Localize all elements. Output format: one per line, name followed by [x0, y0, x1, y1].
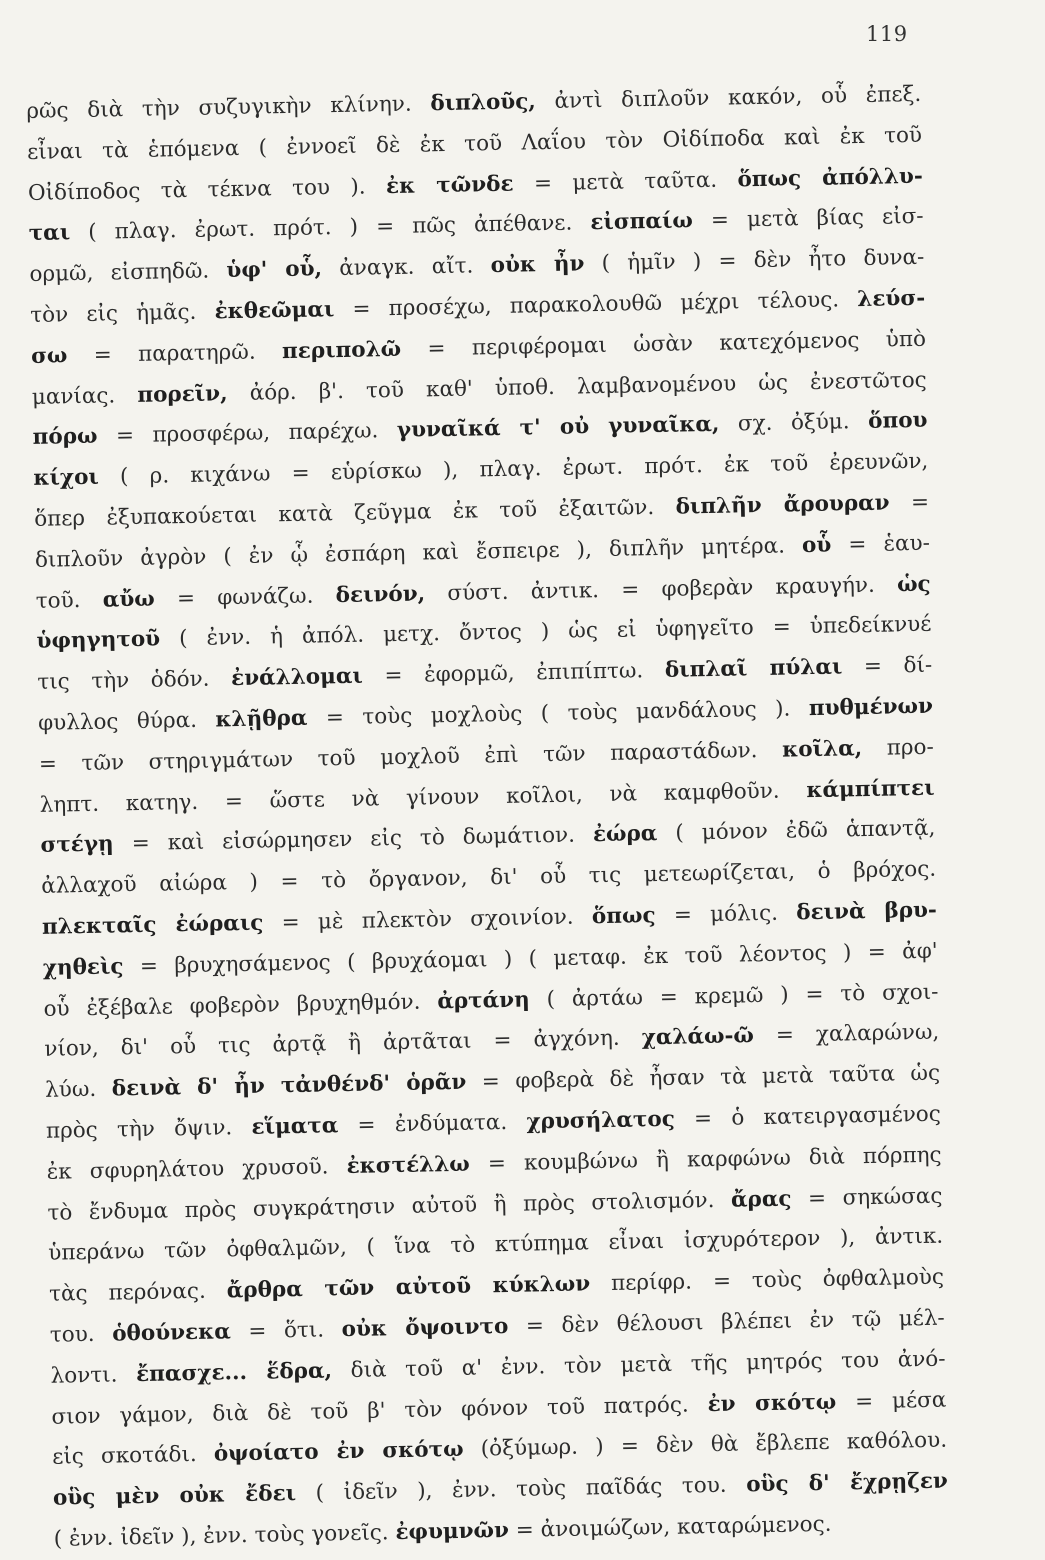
lemma-term: ἄρθρα τῶν αὐτοῦ κύκλων [226, 1271, 591, 1304]
gloss-text: ( ἀρτάω = κρεμῶ ) = τὸ σχοι- [529, 979, 939, 1013]
gloss-text: ἀναγκ. αἴτ. [321, 253, 491, 282]
lemma-term: ὑφ' οὗ, [226, 256, 323, 284]
gloss-text: = μετὰ βίας εἰσ- [692, 204, 924, 234]
lemma-term: εἵματα [251, 1113, 339, 1140]
gloss-text: (ὀξύμωρ. ) = δὲν θὰ ἔβλεπε καθόλου. [463, 1427, 948, 1463]
gloss-text: ρῶς διὰ τὴν συζυγικὴν κλίνην. [26, 91, 431, 124]
gloss-text: = ἐφορμῶ, ἐπιπίπτω. [362, 658, 666, 689]
gloss-text: = κουμβώνω ἢ καρφώνω διὰ πόρπης [469, 1142, 942, 1177]
lemma-term: διπλαῖ πύλαι [664, 654, 843, 683]
gloss-text: ἀντὶ διπλοῦν κακόν, οὗ ἐπεξ. [535, 81, 922, 115]
lemma-term: δεινὰ δ' ἦν τἀνθένδ' ὁρᾶν [111, 1069, 467, 1102]
gloss-text: τοῦ. [35, 587, 104, 614]
lemma-term: πυθμένων [808, 693, 934, 722]
gloss-text: εἰς σκοτάδι. [51, 1441, 215, 1471]
gloss-text: = φωνάζω. [154, 582, 336, 612]
lemma-term: ὅπως ἀπόλλυ- [737, 163, 924, 192]
lemma-term: διπλῆν ἄρουραν [675, 490, 890, 520]
lemma-term: ἄρας [730, 1186, 792, 1213]
lemma-term: ἐκστέλλω [346, 1151, 471, 1179]
lemma-term: πλεκταῖς ἐώραις [41, 910, 264, 940]
gloss-text: = [889, 489, 930, 516]
gloss-text: = μόλις. [655, 900, 797, 929]
gloss-text: ( μόνον ἐδῶ ἁπαντᾷ, [657, 816, 936, 847]
gloss-text: = καὶ εἰσώρμησεν εἰς τὸ δωμάτιον. [113, 822, 594, 857]
lemma-term: στέγῃ [40, 831, 114, 859]
lemma-term: πόρω [32, 424, 98, 451]
lemma-term: ὅπως [591, 903, 656, 930]
lemma-term: ἐν σκότῳ [707, 1389, 837, 1417]
gloss-text: εἶναι τὰ ἑπόμενα ( ἐννοεῖ δὲ ἐκ τοῦ Λαΐου τὸν Οἰδίποδα καὶ ἐκ τοῦ [26, 122, 923, 165]
gloss-text: = χαλαρώνω, [753, 1019, 940, 1049]
lemma-term: ται [28, 220, 71, 247]
gloss-text: περίφρ. = τοὺς ὀφθαλμοὺς [589, 1264, 945, 1297]
gloss-text: = μέσα [836, 1387, 947, 1415]
gloss-text: τις τὴν ὁδόν. [37, 666, 232, 696]
gloss-text: ορμῶ, εἰσπηδῶ. [29, 258, 227, 288]
gloss-text: σύστ. ἀντικ. = φοβερὰν κραυγήν. [424, 571, 898, 606]
gloss-text: = φοβερὰ δὲ ἦσαν τὰ μετὰ ταῦτα ὡς [466, 1060, 941, 1095]
lemma-term: κλῇθρα [215, 705, 308, 733]
lemma-term: ἀρτάνη [437, 987, 530, 1014]
gloss-text: = τοὺς μοχλοὺς ( τοὺς μανδάλους ). [307, 696, 810, 731]
gloss-text: ἀόρ. β'. τοῦ καθ' ὑποθ. λαμβανομένου ὡς ἐνεστῶτος [227, 367, 927, 406]
commentary-text [26, 75, 954, 1560]
lemma-term: χρυσήλατος [526, 1106, 676, 1135]
lemma-term: ἐνάλλομαι [230, 663, 364, 692]
gloss-text: ( ἡμῖν ) = δὲν ἦτο δυνα- [584, 244, 925, 277]
gloss-text: ( ἐνν. ἡ ἀπόλ. μετχ. ὄντος ) ὡς εἰ ὑφηγεῖτο = ὑπεδείκνυέ [159, 612, 932, 652]
gloss-text: ληπτ. κατηγ. = ὥστε νὰ γίνουν κοῖλοι, νὰ καμφθοῦν. [39, 777, 807, 818]
gloss-text: τὸν εἰς ἡμᾶς. [30, 299, 215, 328]
gloss-text: σχ. ὀξύμ. [719, 409, 869, 438]
gloss-text: τὰς περόνας. [48, 1278, 227, 1307]
gloss-text: = προσφέρω, παρέχω. [97, 418, 398, 450]
gloss-text: ἀλλαχοῦ αἰώρα ) = τὸ ὄργανον, δι' οὗ τις μετεωρίζεται, ὁ βρόχος. [41, 856, 937, 899]
lemma-term: περιπολῶ [281, 336, 402, 364]
lemma-term: ὅπου [867, 408, 928, 435]
gloss-text: = ἑαυ- [831, 530, 931, 558]
lemma-term: οὓς δ' ἔχρῃζεν [745, 1468, 949, 1498]
lemma-term: λεύσ- [857, 285, 926, 313]
lemma-term: ὁθούνεκα [111, 1319, 232, 1347]
gloss-text: = περιφέρομαι ὡσὰν κατεχόμενος ὑπὸ [400, 326, 927, 362]
gloss-text: ὑπεράνω τῶν ὀφθαλμῶν, ( ἵνα τὸ κτύπημα εἶναι ἰσχυρότερον ), ἀντικ. [48, 1223, 944, 1267]
gloss-text: = ὁ κατειργασμένος [674, 1101, 942, 1132]
lemma-term: ὡς [896, 571, 931, 597]
gloss-text: = ὅτι. [230, 1317, 342, 1345]
gloss-text: προ- [861, 734, 934, 761]
gloss-text: νίον, δι' οὗ τις ἀρτᾷ ἢ ἀρτᾶται = ἀγχόνη. [44, 1025, 642, 1063]
lemma-term: χαλάω-ῶ [641, 1023, 755, 1051]
gloss-text: ὅπερ ἐξυπακούεται κατὰ ζεῦγμα ἐκ τοῦ ἐξαιτῶν. [33, 494, 676, 532]
gloss-text: οὗ ἐξέβαλε φοβερὸν βρυχηθμόν. [43, 988, 438, 1022]
gloss-text: = μὲ πλεκτὸν σχοινίον. [263, 904, 593, 936]
lemma-term: οὐκ ὄψοιντο [341, 1313, 509, 1343]
gloss-text: διπλοῦν ἀγρὸν ( ἐν ᾧ ἐσπάρη καὶ ἔσπειρε ), διπλῆν μητέρα. [34, 532, 803, 573]
lemma-term: ὑφηγητοῦ [36, 626, 161, 655]
gloss-text: ( πλαγ. ἐρωτ. πρότ. ) = πῶς ἀπέθανε. [69, 210, 591, 246]
gloss-text: ἐκ σφυρηλάτου χρυσοῦ. [46, 1153, 347, 1185]
page-number: 119 [866, 22, 908, 46]
lemma-term: γυναῖκά τ' οὐ γυναῖκα, [396, 412, 720, 444]
gloss-text: = σηκώσας [791, 1183, 943, 1212]
lemma-term: κίχοι [33, 464, 100, 492]
gloss-text: ( ρ. κιχάνω = εὑρίσκω ), πλαγ. ἐρωτ. πρότ. ἐκ τοῦ ἐρευνῶν, [98, 448, 929, 490]
gloss-text: Οἰδίποδος τὰ τέκνα του ). [27, 173, 387, 206]
lemma-term: σω [30, 343, 68, 369]
gloss-text: = παρατηρῶ. [67, 338, 283, 369]
gloss-text: = ἐνδύματα. [338, 1109, 527, 1139]
gloss-text: ( ἰδεῖν ), ἐνν. τοὺς παῖδάς του. [295, 1472, 747, 1507]
gloss-text: λοντι. [50, 1361, 137, 1389]
gloss-text: λύω. [44, 1076, 112, 1103]
gloss-text: πρὸς τὴν ὄψιν. [45, 1114, 252, 1144]
gloss-text: τὸ ἔνδυμα πρὸς συγκράτησιν αὐτοῦ ἢ πρὸς στολισμόν. [47, 1187, 732, 1226]
gloss-text: = μετὰ ταῦτα. [513, 166, 738, 197]
lemma-term: χηθεὶς [42, 954, 124, 981]
lemma-term: ἐκ τῶνδε [385, 171, 514, 199]
gloss-text: = ἀνοιμώζων, καταρώμενος. [508, 1511, 832, 1543]
lemma-term: κοῖλα, [781, 735, 863, 763]
gloss-text: διὰ τοῦ α' ἐνν. τὸν μετὰ τῆς μητρός του ἀνό- [331, 1346, 946, 1384]
lemma-term: ὀψοίατο ἐν σκότῳ [213, 1437, 464, 1467]
gloss-text: = δὲν θέλουσι βλέπει ἐν τῷ μέλ- [508, 1305, 945, 1339]
gloss-text: = τῶν στηριγμάτων τοῦ μοχλοῦ ἐπὶ τῶν παραστάδων. [38, 737, 783, 777]
lemma-term: αὔω [102, 586, 155, 613]
lemma-term: οὐκ ἦν [490, 251, 585, 279]
gloss-text: σιον γάμον, διὰ δὲ τοῦ β' τὸν φόνον τοῦ πατρός. [51, 1391, 708, 1430]
gloss-text: = προσέχω, παρακολουθῶ μέχρι τέλους. [334, 287, 858, 323]
lemma-term: ἔπασχε... ἕδρα, [135, 1358, 333, 1387]
lemma-term: δεινὰ βρυ- [796, 897, 938, 926]
gloss-text: μανίας. [31, 382, 138, 410]
lemma-term: κάμπίπτει [806, 775, 935, 803]
gloss-text: του. [49, 1321, 113, 1348]
gloss-text: φυλλος θύρα. [37, 707, 216, 736]
lemma-term: διπλοῦς, [430, 89, 537, 117]
lemma-term: οὓς μὲν οὐκ ἔδει [52, 1481, 297, 1511]
gloss-text: ( ἐνν. ἰδεῖν ), ἐνν. τοὺς γονεῖς. [53, 1520, 396, 1552]
lemma-term: εἰσπαίω [590, 208, 694, 236]
lemma-term: οὗ [801, 532, 832, 558]
lemma-term: πορεῖν, [137, 380, 228, 408]
lemma-term: ἐφυμνῶν [395, 1517, 510, 1546]
lemma-term: ἐκθεῶμαι [214, 297, 335, 325]
lemma-term: ἐώρα [592, 821, 658, 848]
gloss-text: = δί- [842, 652, 933, 680]
gloss-text: = βρυχησάμενος ( βρυχάομαι ) ( μεταφ. ἐκ τοῦ λέοντος ) = ἀφ' [123, 938, 938, 980]
lemma-term: δεινόν, [335, 580, 426, 608]
